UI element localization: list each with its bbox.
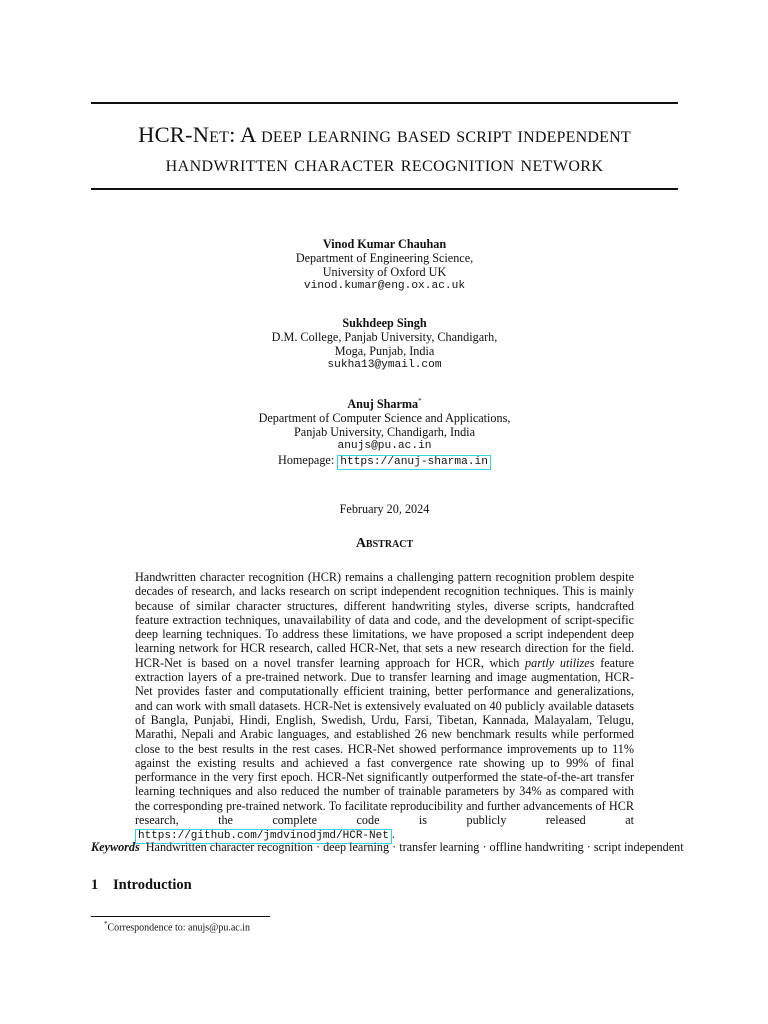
author-block-1: [91, 237, 678, 293]
author-email: vinod.kumar@eng.ox.ac.uk: [303, 280, 466, 292]
homepage-link[interactable]: https://anuj-sharma.in: [337, 455, 491, 470]
author-email: sukha13@ymail.com: [327, 359, 442, 371]
title-top-rule: [91, 102, 678, 104]
title-bottom-rule: [91, 188, 678, 190]
abstract-text-end: .: [391, 827, 395, 842]
author-affiliation: Department of Computer Science and Applications,: [258, 411, 511, 426]
footnote-mark: *: [104, 920, 108, 928]
footnote: [104, 920, 250, 933]
abstract-heading: Abstract: [355, 536, 414, 551]
keywords-line: [91, 840, 691, 855]
footnote-text: Correspondence to: anujs@pu.ac.in: [107, 922, 251, 934]
footnote-rule: [91, 916, 270, 917]
author-block-3: [91, 394, 678, 470]
abstract-emphasis: partly utilizes: [525, 655, 595, 670]
paper-title-line-1: HCR-Net: A deep learning based script independent: [138, 122, 631, 147]
paper-title-line-2: handwritten character recognition network: [165, 151, 604, 176]
author-name: Anuj Sharma: [347, 397, 419, 412]
abstract-body: [135, 570, 634, 844]
author-name: Vinod Kumar Chauhan: [322, 237, 447, 251]
footnote-mark: *: [418, 397, 422, 405]
keywords-label: Keywords: [91, 840, 140, 854]
section-title: Introduction: [113, 877, 192, 893]
publication-date: February 20, 2024: [339, 502, 430, 516]
section-number: 1: [91, 877, 99, 893]
section-heading: [91, 877, 192, 894]
keywords-text: Handwritten character recognition · deep learning · transfer learning · offline handwriting · script independent: [145, 840, 684, 854]
author-affiliation: University of Oxford UK: [322, 265, 447, 279]
homepage-label: Homepage:: [278, 453, 335, 468]
author-affiliation: D.M. College, Panjab University, Chandigarh,: [271, 330, 498, 344]
abstract-text: Handwritten character recognition (HCR) remains a challenging pattern recognition problem despite decades of research, and lacks research on script independent recognition techniques. This is mainly because of similar character structures, different handwriting styles, diverse scripts, handcrafted feature extraction techniques, unavailability of data and code, and the development of script-specific deep learning techniques. To address these limitations, we have proposed a script independent deep learning network for HCR research, called HCR-Net, that sets a new research direction for the field. HCR-Net is based on a novel transfer learning approach for HCR, which: [135, 570, 634, 670]
author-affiliation: Department of Engineering Science,: [295, 251, 474, 265]
author-affiliation: Moga, Punjab, India: [334, 344, 435, 358]
author-affiliation: Panjab University, Chandigarh, India: [294, 425, 475, 440]
author-block-2: [91, 316, 678, 372]
author-name: Sukhdeep Singh: [342, 316, 427, 330]
abstract-text: feature extraction layers of a pre-trained network. Due to transfer learning and image augmentation, HCR-Net provides faster and computationally efficient training, better performance and generalizations, and can work with small datasets. HCR-Net is extensively evaluated on 40 publicly available datasets of Bangla, Punjabi, Hindi, English, Swedish, Urdu, Farsi, Tibetan, Kannada, Malayalam, Telugu, Marathi, Nepali and Arabic languages, and established 26 new benchmark results while performed close to the best results in the rest cases. HCR-Net showed performance improvements up to 11% against the existing results and achieved a fast convergence rate showing up to 99% of final performance in the very first epoch. HCR-Net significantly outperformed the state-of-the-art transfer learning techniques and also reduced the number of trainable parameters by 34% as compared with the corresponding pre-trained network. To facilitate reproducibility and further advancements of HCR research, the complete code is publicly released at: [135, 655, 635, 828]
code-repository-link[interactable]: https://github.com/jmdvinodjmd/HCR-Net: [135, 829, 392, 844]
author-email: anujs@pu.ac.in: [337, 440, 432, 453]
